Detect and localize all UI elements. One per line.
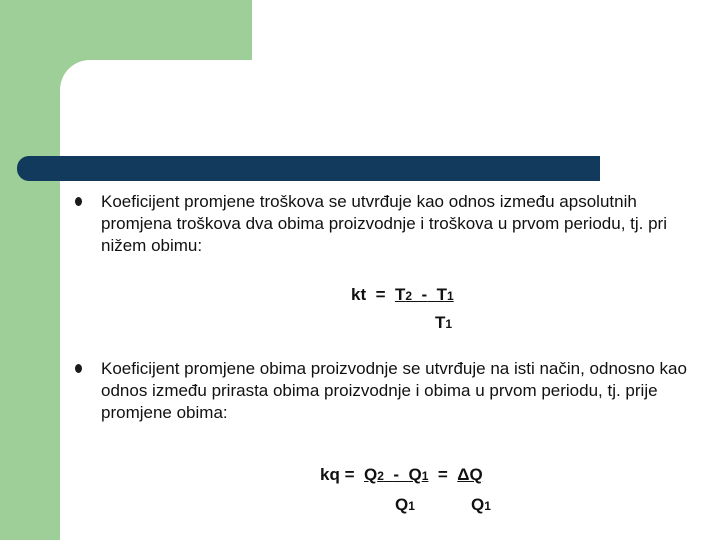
bullet-dot — [75, 364, 82, 373]
bullet-item-volume-coefficient — [101, 358, 701, 424]
formula-lhs: kt — [351, 285, 367, 304]
formula-equals: = — [375, 285, 386, 304]
bullet-text: Koeficijent promjene obima proizvodnje se utvrđuje na isti način, odnosno kao odnos između prirasta obima proizvodnje i obima u prvom periodu, tj. prije promjene obima: — [101, 359, 687, 422]
formula-kt-denominator: T1 — [435, 313, 453, 332]
formula-kq-denominator-2: Q1 — [471, 495, 491, 514]
formula-kq-denominator-1: Q1 — [395, 495, 415, 514]
formula-kq-numerator — [320, 465, 483, 485]
bullet-item-cost-coefficient — [101, 191, 706, 257]
formula-lhs: kq — [320, 465, 340, 484]
formula-numerator: Q2 - Q1 — [363, 465, 429, 484]
formula-delta: ΔQ — [457, 465, 483, 484]
formula-equals-2: = — [437, 465, 448, 484]
formula-kt-numerator — [351, 285, 454, 305]
bullet-text: Koeficijent promjene troškova se utvrđuje kao odnos između apsolutnih promjena troškova dva obima proizvodnje i troškova u prvom periodu, tj. pri nižem obimu: — [101, 192, 667, 255]
green-left-stripe — [0, 0, 60, 540]
title-bar — [17, 156, 600, 181]
formula-equals: = — [344, 465, 355, 484]
bullet-dot — [75, 197, 82, 206]
formula-numerator: T2 - T1 — [394, 285, 454, 304]
